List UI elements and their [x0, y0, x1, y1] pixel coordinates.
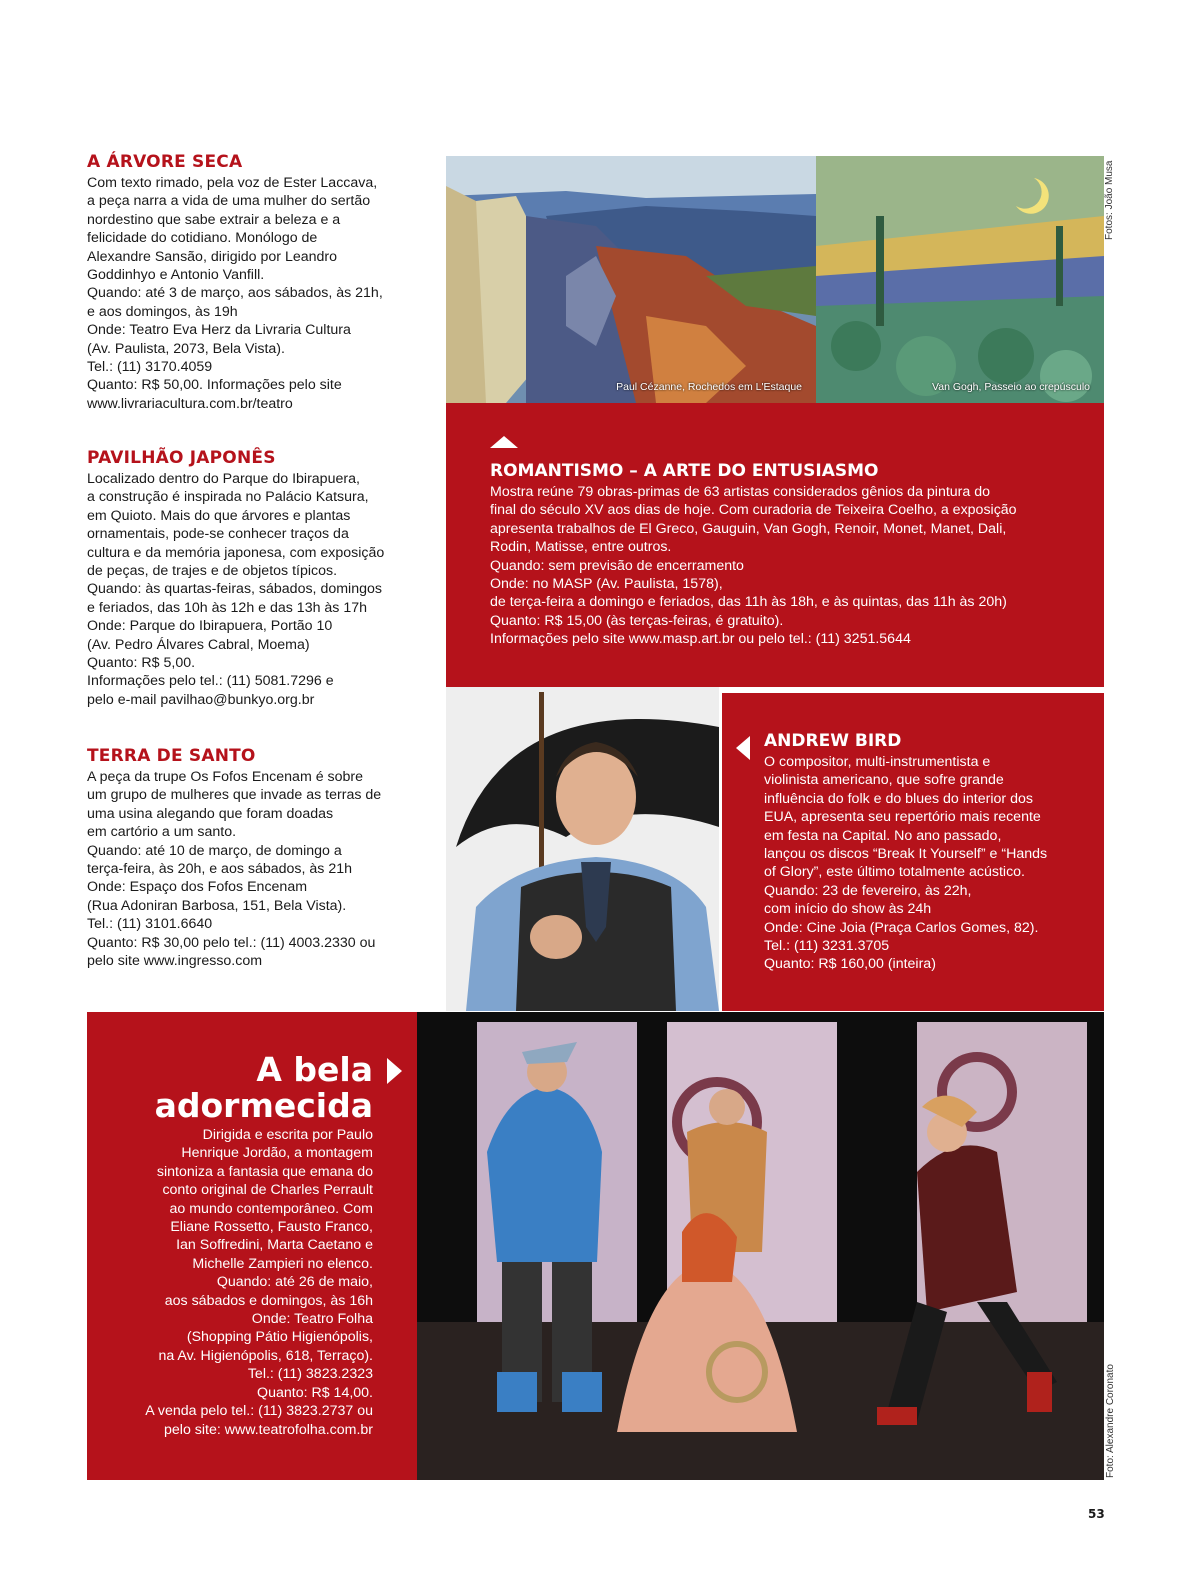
body-line: pelo site: www.teatrofolha.com.br [164, 1421, 373, 1438]
body-line: Quando: sem previsão de encerramento [490, 557, 744, 574]
article-title: TERRA DE SANTO [87, 746, 256, 766]
bela-adormecida-stage-image [417, 1012, 1104, 1480]
divider-line [719, 687, 1104, 691]
body-line: Informações pelo site www.masp.art.br ou pelo tel.: (11) 3251.5644 [490, 631, 911, 648]
body-line: em Quioto. Mais do que árvores e plantas [87, 507, 351, 524]
body-line: Tel.: (11) 3170.4059 [87, 359, 213, 376]
body-line: pelo e-mail pavilhao@bunkyo.org.br [87, 691, 315, 708]
article-body [87, 470, 417, 709]
body-line: Onde: no MASP (Av. Paulista, 1578), [490, 576, 723, 593]
bela-adormecida-panel [87, 1012, 417, 1480]
article-terra-de-santo [87, 746, 417, 970]
feature-title [97, 1052, 373, 1124]
body-line: Mostra reúne 79 obras-primas de 63 artistas considerados gênios da pintura do [490, 484, 990, 500]
article-bela-adormecida [97, 1052, 373, 1439]
body-line: (Shopping Pátio Higienópolis, [186, 1329, 373, 1346]
body-line: e aos domingos, às 19h [87, 303, 238, 320]
body-line: conto original de Charles Perrault [162, 1182, 373, 1199]
body-line: na Av. Higienópolis, 618, Terraço). [158, 1347, 373, 1364]
body-line: Quando: 23 de fevereiro, às 22h, [764, 882, 972, 899]
body-line: Onde: Teatro Eva Herz da Livraria Cultura [87, 322, 351, 339]
article-body [490, 483, 1090, 649]
photo-credit: Fotos: João Musa [1104, 160, 1115, 240]
body-link: www.livrariacultura.com.br/teatro [87, 395, 293, 412]
romantismo-panel [446, 403, 1104, 687]
article-title: A ÁRVORE SECA [87, 152, 243, 172]
andrew-bird-panel [722, 693, 1104, 1011]
body-line: EUA, apresenta seu repertório mais recente [764, 809, 1041, 826]
body-line: em festa na Capital. No ano passado, [764, 827, 1002, 844]
body-line: (Av. Pedro Álvares Cabral, Moema) [87, 636, 310, 653]
body-line: Ian Soffredini, Marta Caetano e [176, 1237, 373, 1254]
body-line: sintoniza a fantasia que emana do [156, 1163, 373, 1180]
body-line: a construção é inspirada no Palácio Katsura, [87, 489, 369, 506]
body-line: a peça narra a vida de uma mulher do sertão [87, 193, 371, 210]
body-line: Michelle Zampieri no elenco. [192, 1255, 373, 1272]
body-line: com início do show às 24h [764, 901, 932, 918]
body-line: Informações pelo tel.: (11) 5081.7296 e [87, 673, 334, 690]
body-line: violinista americano, que sofre grande [764, 772, 1004, 789]
body-line: Localizado dentro do Parque do Ibirapuera, [87, 471, 360, 487]
body-line: Com texto rimado, pela voz de Ester Laccava, [87, 175, 378, 191]
painting-caption: Paul Cézanne, Rochedos em L'Estaque [616, 381, 802, 393]
body-line: A peça da trupe Os Fofos Encenam é sobre [87, 769, 364, 785]
photo-credit: Foto: Alexandre Coronato [1105, 1364, 1116, 1478]
body-line: aos sábados e domingos, às 16h [164, 1292, 373, 1309]
body-line: Quanto: R$ 15,00 (às terças-feiras, é gratuito). [490, 612, 784, 629]
arrow-up-icon [490, 436, 518, 448]
article-body [97, 1126, 373, 1439]
body-line: de peças, de trajes e de objetos típicos. [87, 563, 338, 580]
body-line: Quanto: R$ 14,00. [257, 1384, 373, 1401]
stage-photo [417, 1012, 1104, 1480]
body-line: Tel.: (11) 3231.3705 [764, 938, 890, 955]
body-line: Quanto: R$ 30,00 pelo tel.: (11) 4003.2330 ou [87, 934, 376, 951]
body-line: Eliane Rossetto, Fausto Franco, [170, 1219, 373, 1236]
article-romantismo [490, 461, 1090, 649]
body-line: terça-feira, às 20h, e aos sábados, às 21h [87, 861, 352, 878]
body-line: apresenta trabalhos de El Greco, Gauguin, Van Gogh, Renoir, Monet, Manet, Dali, [490, 520, 1007, 537]
body-line: Henrique Jordão, a montagem [181, 1145, 373, 1162]
body-line: Tel.: (11) 3101.6640 [87, 916, 213, 933]
article-title: ROMANTISMO – A ARTE DO ENTUSIASMO [490, 461, 879, 481]
body-line: Quanto: R$ 160,00 (inteira) [764, 956, 936, 973]
body-line: Onde: Teatro Folha [251, 1311, 373, 1328]
article-arvore-seca [87, 152, 417, 413]
arrow-left-icon [736, 736, 750, 760]
body-line: Quando: até 10 de março, de domingo a [87, 842, 342, 859]
body-line: Quando: até 3 de março, aos sábados, às 21h, [87, 285, 383, 302]
body-line: O compositor, multi-instrumentista e [764, 754, 991, 770]
body-line: final do século XV aos dias de hoje. Com curadoria de Teixeira Coelho, a exposição [490, 502, 1017, 519]
body-line: Quanto: R$ 5,00. [87, 655, 196, 672]
body-line: cultura e da memória japonesa, com exposição [87, 544, 385, 561]
article-body [87, 174, 417, 413]
body-line: Onde: Parque do Ibirapuera, Portão 10 [87, 618, 333, 635]
body-line: ornamentais, pode-se conhecer traços da [87, 526, 349, 543]
body-line: de terça-feira a domingo e feriados, das 11h às 18h, e às quintas, das 11h às 20h) [490, 594, 1007, 611]
body-line: felicidade do cotidiano. Monólogo de [87, 230, 318, 247]
body-line: Onde: Cine Joia (Praça Carlos Gomes, 82). [764, 919, 1039, 936]
andrew-bird-image [446, 687, 719, 1011]
body-line: Goddinhyo e Antonio Vanfill. [87, 267, 265, 284]
body-line: Rodin, Matisse, entre outros. [490, 539, 672, 556]
body-line: e feriados, das 10h às 12h e das 13h às 17h [87, 599, 368, 616]
article-andrew-bird [764, 731, 1094, 974]
article-pavilhao-japones [87, 448, 417, 709]
andrew-bird-photo [446, 687, 719, 1011]
body-line: Onde: Espaço dos Fofos Encenam [87, 879, 308, 896]
cezanne-rocks-image [446, 156, 816, 403]
body-line: em cartório a um santo. [87, 824, 237, 841]
van-gogh-evening-image [816, 156, 1104, 403]
body-line: uma usina alegando que foram doadas [87, 805, 334, 822]
body-line: um grupo de mulheres que invade as terras de [87, 787, 382, 804]
arrow-right-icon [387, 1058, 402, 1084]
feature-title-line: adormecida [154, 1086, 373, 1125]
body-line: nordestino que sabe extrair a beleza e a [87, 211, 341, 228]
body-line: Quanto: R$ 50,00. Informações pelo site [87, 377, 342, 394]
painting-van-gogh [816, 156, 1104, 403]
feature-title-line: A bela [256, 1050, 373, 1089]
body-line: ao mundo contemporâneo. Com [169, 1200, 373, 1217]
body-line: (Av. Paulista, 2073, Bela Vista). [87, 340, 285, 357]
body-line: Quando: às quartas-feiras, sábados, domingos [87, 581, 382, 598]
body-line: Alexandre Sansão, dirigido por Leandro [87, 248, 338, 265]
body-line: pelo site www.ingresso.com [87, 953, 263, 970]
painting-caption: Van Gogh, Passeio ao crepúsculo [932, 381, 1090, 393]
body-line: Quando: até 26 de maio, [216, 1274, 373, 1291]
body-line: (Rua Adoniran Barbosa, 151, Bela Vista). [87, 897, 347, 914]
body-line: A venda pelo tel.: (11) 3823.2737 ou [145, 1403, 373, 1420]
page-number: 53 [1088, 1507, 1105, 1521]
article-title: ANDREW BIRD [764, 731, 902, 751]
article-title: PAVILHÃO JAPONÊS [87, 448, 276, 468]
body-line: lançou os discos “Break It Yourself” e “Hands [764, 846, 1048, 863]
article-body [87, 768, 417, 970]
body-line: Tel.: (11) 3823.2323 [247, 1366, 373, 1383]
painting-cezanne [446, 156, 816, 403]
body-line: influência do folk e do blues do interior dos [764, 790, 1033, 807]
body-line: Dirigida e escrita por Paulo [202, 1127, 373, 1143]
body-line: of Glory”, este último totalmente acústico. [764, 864, 1026, 881]
article-body [764, 753, 1094, 974]
